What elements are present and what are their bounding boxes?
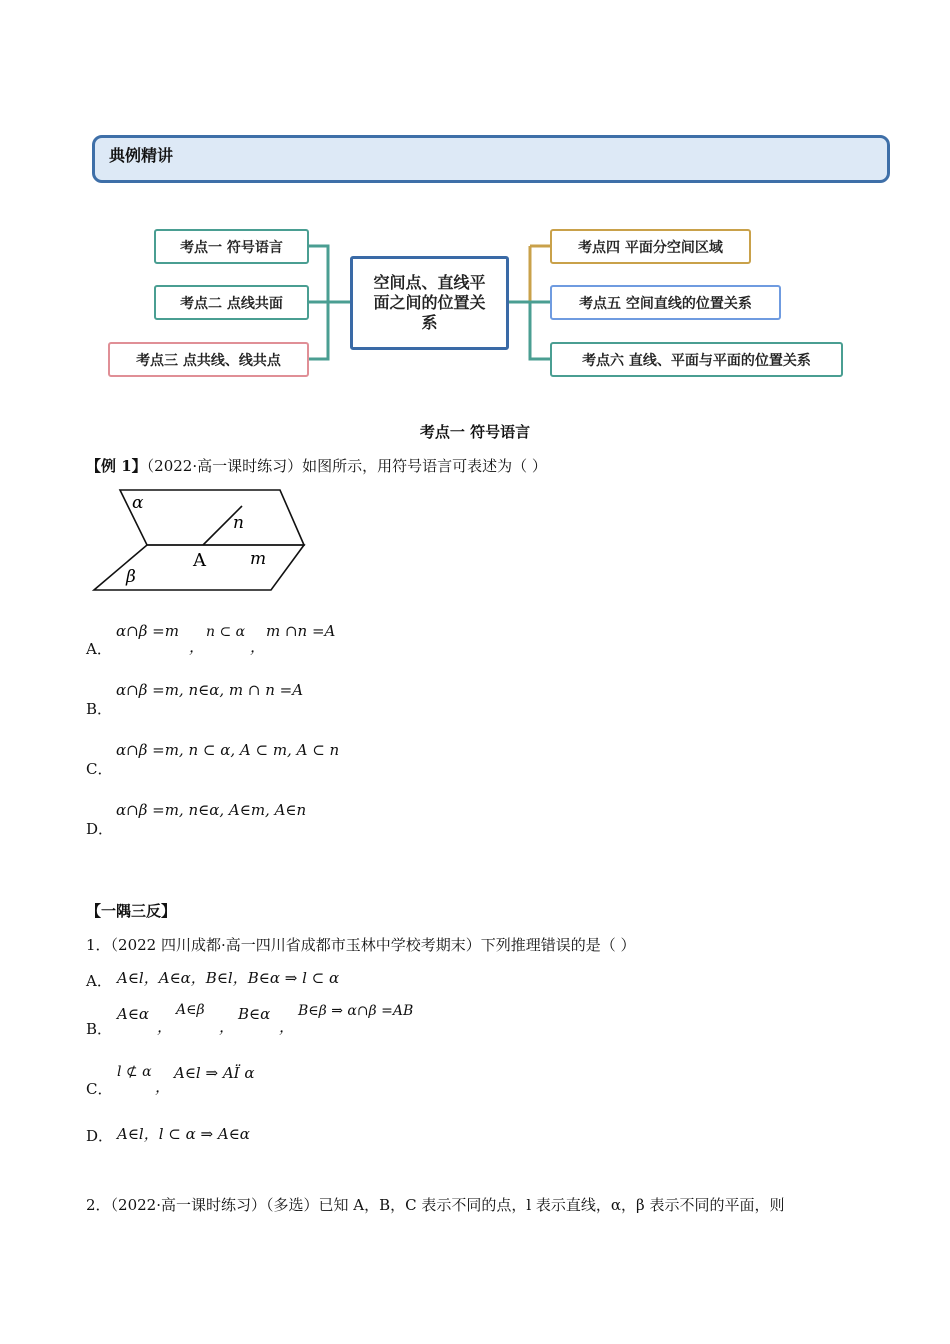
mindmap-node-topic-3[interactable]: 考点三 点共线、线共点 — [108, 342, 309, 377]
option-d-expr: α∩β =m, n∈α, A∈m, A∈n — [116, 801, 307, 819]
option-a-expr-3: m ∩n =A — [266, 622, 336, 640]
mindmap-node-topic-5[interactable]: 考点五 空间直线的位置关系 — [550, 285, 781, 320]
q1-option-b-sep-1: ， — [157, 1018, 173, 1036]
q1-option-c-sep: ， — [155, 1078, 171, 1096]
question-1-stem: 1．（2022 四川成都·高一四川省成都市玉林中学校考期末）下列推理错误的是（ ） — [86, 936, 636, 954]
option-b-label[interactable]: B． — [86, 700, 113, 718]
q1-option-c-expr-2: A∈l ⇒ AÏ α — [174, 1064, 255, 1082]
option-a-sep-2: ， — [250, 638, 266, 656]
label-beta: β — [126, 567, 136, 587]
q1-option-b-expr-3: B∈α — [238, 1005, 271, 1023]
q1-option-b-sep-2: ， — [219, 1018, 235, 1036]
mindmap-center-node[interactable]: 空间点、直线平面之间的位置关系 — [350, 256, 509, 350]
option-c-label[interactable]: C． — [86, 760, 113, 778]
q1-option-b-label[interactable]: B． — [86, 1020, 113, 1038]
q1-option-d-label[interactable]: D． — [86, 1127, 114, 1145]
option-b-expr: α∩β =m, n∈α, m ∩ n =A — [116, 681, 304, 699]
option-a-expr-2: n ⊂ α — [206, 624, 246, 640]
example-1-label: 【例 1】 — [86, 457, 147, 475]
practice-header: 【一隅三反】 — [86, 902, 177, 920]
example-1-stem — [86, 455, 547, 476]
label-alpha: α — [132, 493, 144, 513]
q1-option-b-expr-1: A∈α — [117, 1005, 150, 1023]
label-line-m: m — [250, 549, 267, 569]
banner-title: 典例精讲 — [109, 146, 174, 165]
mindmap-node-topic-6[interactable]: 考点六 直线、平面与平面的位置关系 — [550, 342, 843, 377]
option-d-label[interactable]: D． — [86, 820, 114, 838]
q1-option-a-label[interactable]: A． — [86, 972, 112, 990]
q1-option-a-expr: A∈l，A∈α，B∈l，B∈α ⇒ l ⊂ α — [117, 969, 340, 987]
q1-option-b-expr-2: A∈β — [176, 1002, 205, 1018]
section-title: 考点一 符号语言 — [419, 423, 531, 441]
q1-option-c-expr-1: l ⊄ α — [117, 1064, 152, 1080]
example-1-text: （2022·高一课时练习）如图所示，用符号语言可表述为（ ） — [146, 457, 547, 475]
question-2-stem: 2．（2022·高一课时练习）（多选）已知 A，B，C 表示不同的点，l 表示直线，α，β 表示不同的平面，则 — [86, 1196, 785, 1214]
planes-figure — [90, 486, 310, 596]
option-a-label[interactable]: A． — [86, 640, 112, 658]
option-a-sep-1: ， — [189, 638, 205, 656]
q1-option-c-label[interactable]: C． — [86, 1080, 113, 1098]
option-c-expr: α∩β =m, n ⊂ α, A ⊂ m, A ⊂ n — [116, 741, 340, 759]
label-line-n: n — [233, 513, 244, 533]
q1-option-d-expr: A∈l，l ⊂ α ⇒ A∈α — [117, 1125, 250, 1143]
q1-option-b-expr-4: B∈β ⇒ α∩β =AB — [298, 1003, 414, 1019]
mindmap-node-topic-1[interactable]: 考点一 符号语言 — [154, 229, 309, 264]
label-point-A: A — [193, 550, 206, 571]
mindmap-node-topic-2[interactable]: 考点二 点线共面 — [154, 285, 309, 320]
mindmap-node-topic-4[interactable]: 考点四 平面分空间区域 — [550, 229, 751, 264]
option-a-expr-1: α∩β =m — [116, 622, 179, 640]
q1-option-b-sep-3: ， — [279, 1018, 295, 1036]
